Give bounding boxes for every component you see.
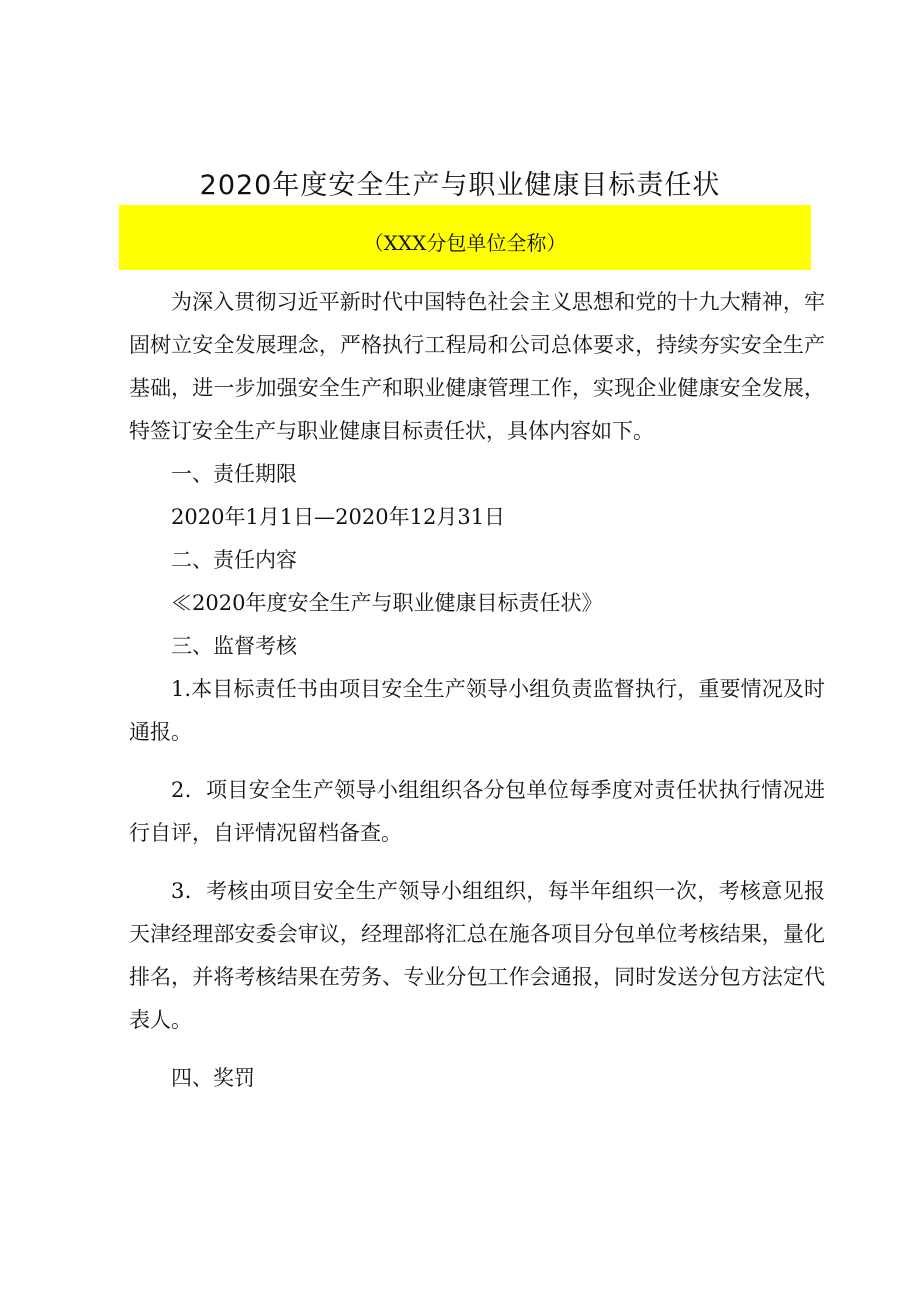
section-four-heading: 四、奖罚 [171,1066,255,1090]
section-two-content: ≪2020年度安全生产与职业健康目标责任状》 [171,591,603,615]
subtitle-highlight [119,205,811,270]
document-title: 2020年度安全生产与职业健康目标责任状 [199,170,721,201]
section-one-content: 2020年1月1日—2020年12月31日 [171,505,506,529]
section-three-heading: 三、监督考核 [171,634,297,658]
section-three-item-3: 3．考核由项目安全生产领导小组组织，每半年组织一次，考核意见报天津经理部安委会审议，经理部将汇总在施各项目分包单位考核结果，量化排名，并将考核结果在劳务、专业分包工作会通报，同时发送分包方法定代表人。 [129,879,825,1032]
section-two-heading: 二、责任内容 [171,548,297,572]
document-body [129,281,825,1100]
section-three-item-1: 1.本目标责任书由项目安全生产领导小组负责监督执行，重要情况及时通报。 [129,677,825,744]
intro-paragraph: 为深入贯彻习近平新时代中国特色社会主义思想和党的十九大精神，牢固树立安全发展理念，严格执行工程局和公司总体要求，持续夯实安全生产基础，进一步加强安全生产和职业健康管理工作，实现企业健康安全发展，特签订安全生产与职业健康目标责任状，具体内容如下。 [129,290,825,443]
document-subtitle: （XXX分包单位全称） [363,231,567,255]
section-one-heading: 一、责任期限 [171,462,297,486]
section-three-item-2: 2．项目安全生产领导小组组织各分包单位每季度对责任状执行情况进行自评，自评情况留档备查。 [129,778,825,845]
